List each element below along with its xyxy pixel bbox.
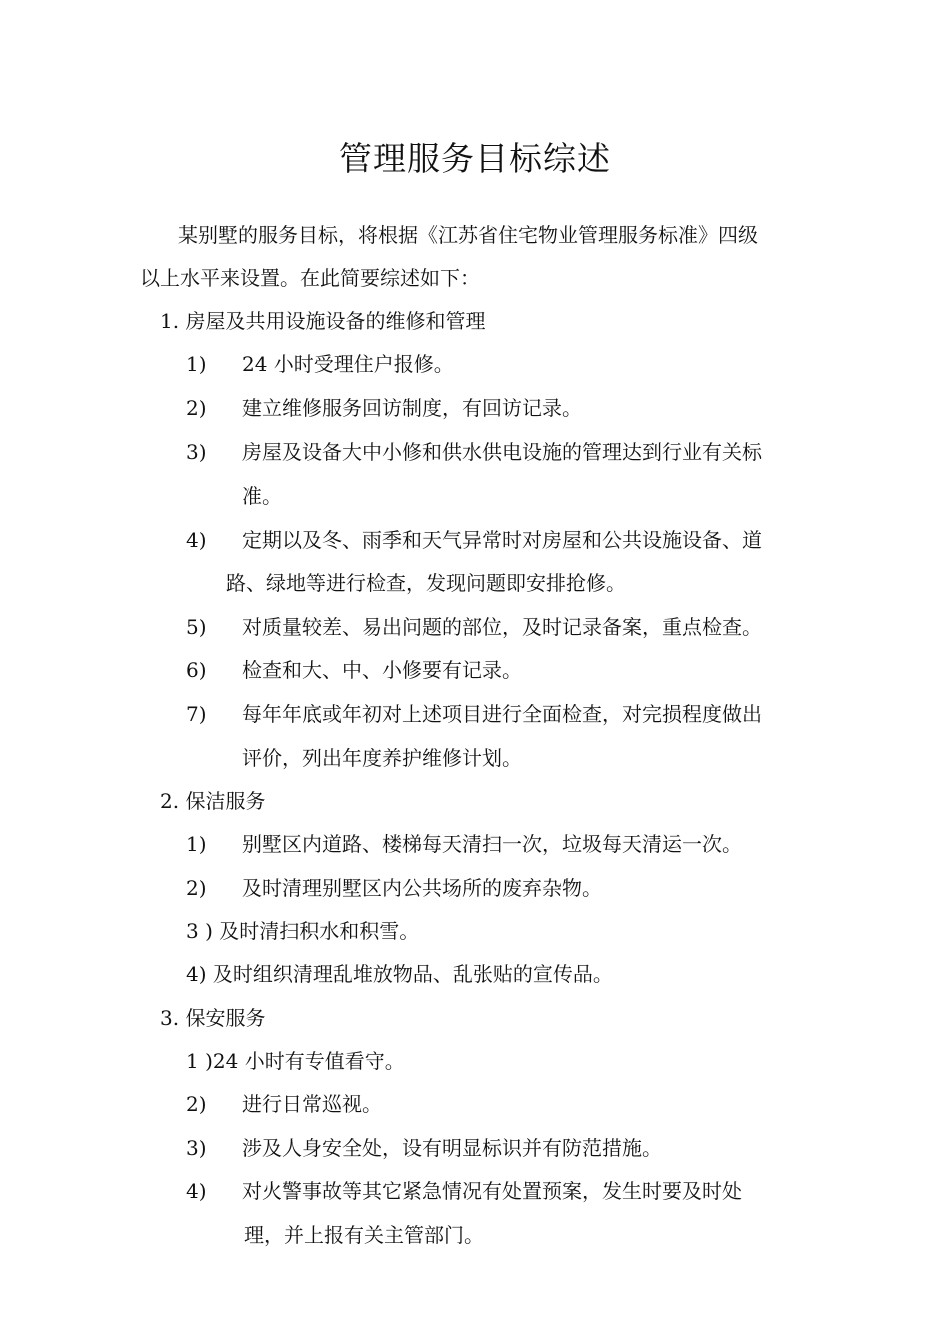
list-item-number: 6) <box>186 658 207 682</box>
list-item-number: 7) <box>186 702 207 726</box>
list-item: 4) 及时组织清理乱堆放物品、乱张贴的宣传品。 <box>186 962 613 986</box>
section-heading: 3. 保安服务 <box>160 1006 266 1030</box>
list-item-number: 2) <box>186 396 207 420</box>
section-heading: 2. 保洁服务 <box>160 789 266 813</box>
page-title: 管理服务目标综述 <box>339 139 611 178</box>
list-item-number: 4) <box>186 1179 207 1203</box>
list-item-number: 3) <box>186 440 207 464</box>
list-item: 1 )24 小时有专值看守。 <box>186 1049 405 1073</box>
list-item: 及时清理别墅区内公共场所的废弃杂物。 <box>242 876 602 900</box>
list-item: 建立维修服务回访制度，有回访记录。 <box>242 396 582 420</box>
list-item-continuation: 理，并上报有关主管部门。 <box>244 1223 484 1247</box>
section-heading: 1. 房屋及共用设施设备的维修和管理 <box>160 309 486 333</box>
intro-line: 以上水平来设置。在此简要综述如下： <box>140 266 480 290</box>
list-item: 检查和大、中、小修要有记录。 <box>242 658 522 682</box>
list-item: 房屋及设备大中小修和供水供电设施的管理达到行业有关标 <box>242 440 762 464</box>
list-item-number: 2) <box>186 1092 207 1116</box>
list-item-number: 1) <box>186 832 207 856</box>
list-item: 每年年底或年初对上述项目进行全面检查，对完损程度做出 <box>242 702 762 726</box>
list-item-continuation: 路、绿地等进行检查，发现问题即安排抢修。 <box>226 571 626 595</box>
list-item: 24 小时受理住户报修。 <box>242 352 454 376</box>
list-item: 定期以及冬、雨季和天气异常时对房屋和公共设施设备、道 <box>242 528 762 552</box>
list-item-number: 2) <box>186 876 207 900</box>
list-item-number: 1) <box>186 352 207 376</box>
list-item: 对火警事故等其它紧急情况有处置预案，发生时要及时处 <box>242 1179 742 1203</box>
list-item-number: 4) <box>186 528 207 552</box>
list-item: 3 ) 及时清扫积水和积雪。 <box>186 919 420 943</box>
list-item: 涉及人身安全处，设有明显标识并有防范措施。 <box>242 1136 662 1160</box>
list-item-number: 3) <box>186 1136 207 1160</box>
list-item: 对质量较差、易出问题的部位，及时记录备案，重点检查。 <box>242 615 762 639</box>
intro-line: 某别墅的服务目标，将根据《江苏省住宅物业管理服务标准》四级 <box>178 223 758 247</box>
list-item-continuation: 准。 <box>242 484 282 508</box>
list-item-number: 5) <box>186 615 207 639</box>
list-item: 别墅区内道路、楼梯每天清扫一次，垃圾每天清运一次。 <box>242 832 742 856</box>
list-item-continuation: 评价，列出年度养护维修计划。 <box>242 746 522 770</box>
list-item: 进行日常巡视。 <box>242 1092 382 1116</box>
